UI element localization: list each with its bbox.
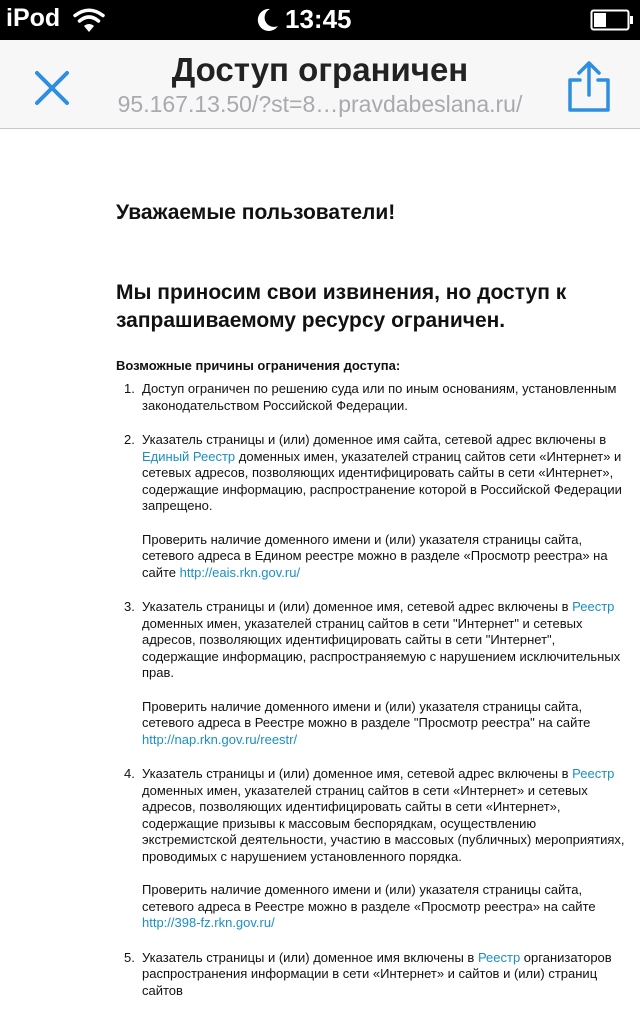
reason-number: 2. [124, 432, 135, 447]
share-icon [570, 63, 608, 110]
close-button[interactable] [26, 62, 78, 114]
battery-icon [590, 9, 634, 31]
reason-text: Указатель страницы и (или) доменное имя включены в [142, 949, 478, 965]
reason-text: Указатель страницы и (или) доменное имя сайта, сетевой адрес включены в [142, 432, 607, 447]
reason-text: Указатель страницы и (или) доменное имя, сетевой адрес включены в [142, 766, 573, 781]
reason-item-2 [116, 432, 626, 581]
apology-heading: Мы приносим свои извинения, но доступ к запрашиваемому ресурсу ограничен. [116, 281, 567, 332]
reason-text: доменных имен, указателей страниц сайтов в сети "Интернет" и сетевых адресов, позволяющих идентифицировать сайты в сети "Интернет", содержащие информацию, распространяемую с нарушением исключительных прав. [142, 615, 621, 680]
browser-nav-bar [0, 40, 640, 129]
check-site-link[interactable]: http://eais.rkn.gov.ru/ [179, 564, 301, 580]
status-bar [0, 0, 640, 40]
registry-link[interactable]: Реестр [572, 599, 615, 614]
reason-text: Указатель страницы и (или) доменное имя, сетевой адрес включены в [142, 599, 573, 614]
reason-text: доменных имен, указателей страниц сайтов сети «Интернет» и сетевых адресов, позволяющих идентифицировать сайты в сети «Интернет», содержащие информацию, распространение которой в Российской Федерации запрещено. [142, 448, 622, 513]
page-content [0, 129, 640, 998]
close-icon [37, 73, 67, 103]
carrier-label: iPod [6, 4, 61, 32]
page-title: Доступ ограничен [171, 51, 469, 88]
check-text: Проверить наличие доменного имени и (или) указателя страницы сайта, сетевого адреса в Едином реестре можно в разделе «Просмотр реестра» на сайте [142, 531, 608, 580]
reason-text: Доступ ограничен по решению суда или по иным основаниям, установленным законодательством Российской Федерации. [142, 381, 617, 413]
check-text: Проверить наличие доменного имени и (или) указателя страницы сайта, сетевого адреса в Реестре можно в разделе «Просмотр реестра» на сайте [142, 882, 596, 914]
reason-item-4 [116, 766, 626, 932]
registry-link[interactable]: Единый Реестр [142, 448, 236, 464]
reasons-title: Возможные причины ограничения доступа: [116, 358, 401, 373]
reason-number: 1. [124, 381, 135, 396]
url-label[interactable]: 95.167.13.50/?st=8…pravdabeslana.ru/ [117, 91, 523, 117]
reason-item-3 [116, 599, 626, 748]
reasons-list [116, 381, 626, 1017]
reason-item-5 [116, 950, 626, 1000]
reason-item-1 [116, 381, 626, 414]
moon-icon [254, 6, 280, 34]
check-site-link[interactable]: http://398-fz.rkn.gov.ru/ [142, 915, 275, 930]
reason-text: организаторов распространения информации в сети «Интернет» и сайтов и (или) страниц сайтов [142, 949, 612, 998]
reason-number: 5. [124, 949, 135, 965]
reason-number: 4. [124, 766, 135, 781]
greeting-heading: Уважаемые пользователи! [116, 201, 396, 224]
reason-number: 3. [124, 599, 135, 614]
wifi-icon [72, 6, 106, 34]
check-text: Проверить наличие доменного имени и (или) указателя страницы сайта, сетевого адреса в Реестре можно в разделе "Просмотр реестра" на сайте [142, 698, 591, 730]
registry-link[interactable]: Реестр [572, 766, 615, 781]
registry-link[interactable]: Реестр [477, 949, 521, 965]
clock: 13:45 [285, 4, 352, 34]
reason-text: доменных имен, указателей страниц сайтов в сети «Интернет» и сетевых адресов, позволяющих идентифицировать сайты в сети «Интернет», содержащие призывы к массовым беспорядкам, осуществлению экстремистской деятельности, участию в массовых (публичных) мероприятиях, проводимых с нарушением установленного порядка. [142, 782, 625, 864]
check-site-link[interactable]: http://nap.rkn.gov.ru/reestr/ [142, 731, 298, 747]
share-button[interactable] [562, 58, 616, 114]
